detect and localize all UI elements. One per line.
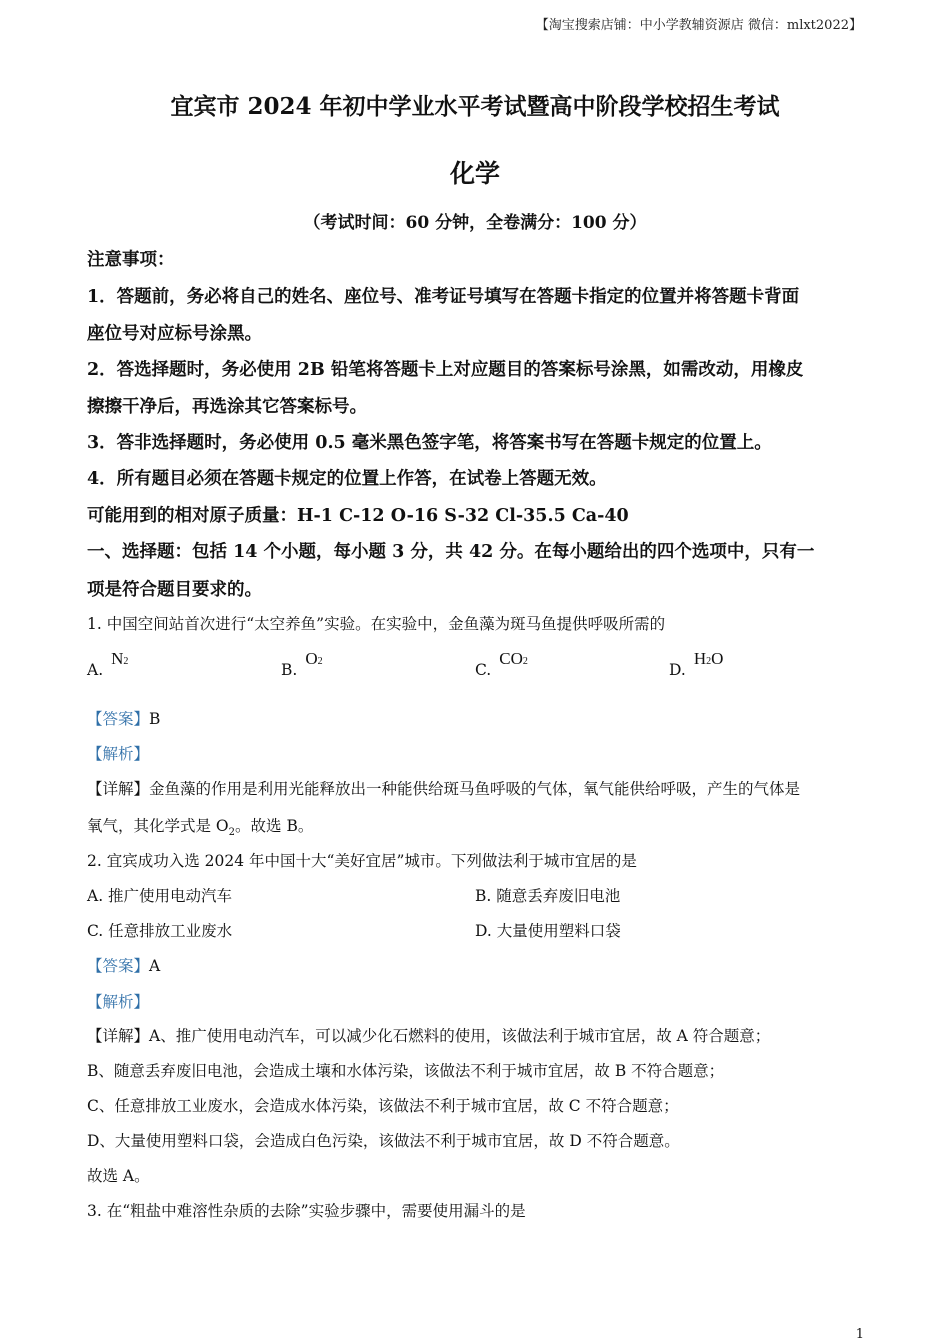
- header-note: 【淘宝搜索店铺：中小学教辅资源店 微信：mlxt2022】: [535, 18, 862, 33]
- q1-answer: [87, 707, 160, 729]
- q1-option-c: [475, 649, 528, 680]
- option-letter: A.: [87, 661, 104, 679]
- option-letter: C.: [475, 661, 492, 679]
- q2-option-d: D. 大量使用塑料口袋: [475, 922, 621, 940]
- answer-tag: 【答案】: [87, 710, 150, 728]
- q1-analysis-tag: 【解析】: [87, 745, 150, 763]
- q2-answer: [87, 954, 160, 976]
- formula: [305, 649, 322, 668]
- q2-detail-line-1: [87, 1024, 770, 1046]
- formula-main: H: [693, 649, 707, 668]
- answer-value: B: [149, 710, 161, 728]
- notice-item-1-line-1: 1．答题前，务必将自己的姓名、座位号、准考证号填写在答题卡指定的位置并将答题卡背面: [87, 287, 800, 307]
- notice-item-2-line-1: 2．答选择题时，务必使用 2B 铅笔将答题卡上对应题目的答案标号涂黑，如需改动，用橡皮: [87, 360, 804, 380]
- page-number: 1: [855, 1327, 864, 1342]
- q2-option-c: C. 任意排放工业废水: [87, 922, 233, 940]
- detail-tag: 【详解】: [87, 1027, 150, 1045]
- notice-item-3: 3．答非选择题时，务必使用 0.5 毫米黑色签字笔，将答案书写在答题卡规定的位置上。: [87, 433, 772, 453]
- q2-detail-line-4: D、大量使用塑料口袋，会造成白色污染，该做法不利于城市宜居，故 D 不符合题意。: [87, 1132, 680, 1150]
- formula-tail: O: [711, 649, 724, 668]
- section-1-heading-line-1: 一、选择题：包括 14 个小题，每小题 3 分，共 42 分。在每小题给出的四个选项中，只有一: [87, 542, 815, 562]
- notice-heading: 注意事项：: [87, 250, 175, 270]
- q1-detail-line-1: [87, 777, 800, 799]
- q2-stem: 2. 宜宾成功入选 2024 年中国十大“美好宜居”城市。下列做法利于城市宜居的是: [87, 852, 637, 870]
- formula: [499, 649, 528, 668]
- q3-stem: 3. 在“粗盐中难溶性杂质的去除”实验步骤中，需要使用漏斗的是: [87, 1202, 526, 1220]
- subject-title: 化学: [449, 159, 500, 188]
- q2-detail-line-3: C、任意排放工业废水，会造成水体污染，该做法不利于城市宜居，故 C 不符合题意；: [87, 1097, 679, 1115]
- section-1-heading-line-2: 项是符合题目要求的。: [87, 580, 262, 600]
- q2-analysis-tag: 【解析】: [87, 993, 150, 1011]
- formula-subscript: 2: [123, 656, 129, 667]
- q2-option-a: A. 推广使用电动汽车: [87, 887, 233, 905]
- atomic-mass-line: 可能用到的相对原子质量：H-1 C-12 O-16 S-32 Cl-35.5 Ca-40: [87, 506, 629, 526]
- answer-value: A: [149, 957, 161, 975]
- detail-text: 。故选 B。: [235, 817, 314, 835]
- formula: [111, 649, 128, 668]
- notice-item-2-line-2: 擦擦干净后，再选涂其它答案标号。: [87, 397, 367, 417]
- detail-text: A、推广使用电动汽车，可以减少化石燃料的使用，该做法利于城市宜居，故 A 符合题意；: [149, 1027, 771, 1045]
- q1-detail-line-2: [87, 814, 313, 838]
- formula-main: O: [305, 649, 318, 668]
- formula-subscript: 2: [706, 656, 712, 667]
- formula-subscript: 2: [522, 656, 528, 667]
- formula: [694, 649, 724, 668]
- notice-item-4: 4．所有题目必须在答题卡规定的位置上作答，在试卷上答题无效。: [87, 469, 607, 489]
- option-letter: D.: [669, 661, 686, 679]
- q2-option-b: B. 随意丢弃废旧电池: [475, 887, 621, 905]
- q1-option-a: [87, 649, 129, 680]
- q2-detail-line-2: B、随意丢弃废旧电池，会造成土壤和水体污染，该做法不利于城市宜居，故 B 不符合题意；: [87, 1062, 725, 1080]
- detail-text: 金鱼藻的作用是利用光能释放出一种能供给斑马鱼呼吸的气体，氧气能供给呼吸，产生的气体是: [149, 780, 801, 798]
- formula-subscript: 2: [317, 656, 323, 667]
- answer-tag: 【答案】: [87, 957, 150, 975]
- exam-title: 宜宾市 2024 年初中学业水平考试暨高中阶段学校招生考试: [170, 93, 780, 120]
- q1-option-b: [281, 649, 323, 680]
- exam-info: （考试时间：60 分钟，全卷满分：100 分）: [303, 213, 647, 233]
- formula-main: N: [111, 649, 124, 668]
- detail-text: 氧气，其化学式是 O: [87, 817, 229, 835]
- notice-item-1-line-2: 座位号对应标号涂黑。: [87, 324, 262, 344]
- formula-main: CO: [499, 649, 523, 668]
- subscript: 2: [228, 827, 236, 839]
- option-letter: B.: [281, 661, 298, 679]
- detail-tag: 【详解】: [87, 780, 150, 798]
- q2-conclusion: 故选 A。: [87, 1167, 150, 1185]
- q1-stem: 1. 中国空间站首次进行“太空养鱼”实验。在实验中，金鱼藻为斑马鱼提供呼吸所需的: [87, 615, 666, 633]
- q1-option-d: [669, 649, 724, 680]
